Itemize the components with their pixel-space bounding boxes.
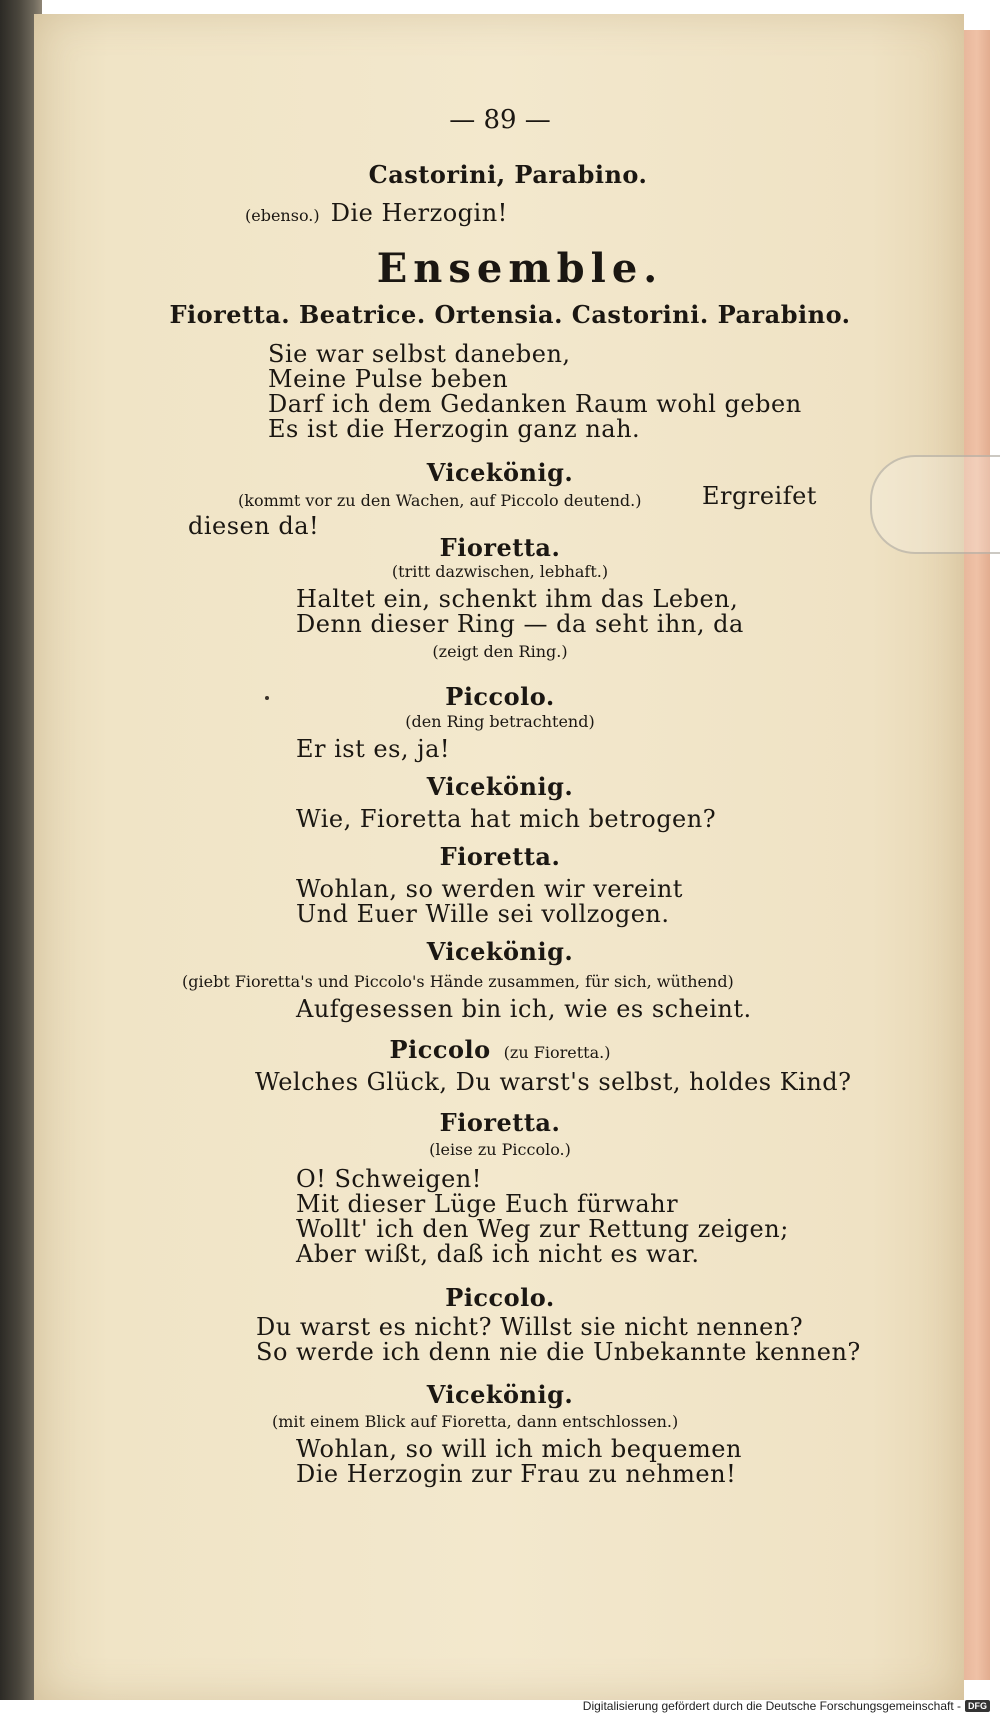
verse-line: Wollt' ich den Weg zur Rettung zeigen; [296, 1215, 789, 1243]
speaker-heading: Castorini, Parabino. [368, 160, 648, 189]
speaker-heading: Fioretta. Beatrice. Ortensia. Castorini. Parabino. [169, 300, 851, 329]
verse-line: Sie war selbst daneben, [268, 340, 571, 368]
stage-direction: (giebt Fioretta's und Piccolo's Hände zusammen, für sich, wüthend) [182, 972, 734, 991]
verse-line: Er ist es, ja! [296, 735, 451, 763]
verse-line: Und Euer Wille sei vollzogen. [296, 900, 670, 928]
verse-line: So werde ich denn nie die Unbekannte kennen? [256, 1338, 861, 1366]
speaker-heading: Vicekönig. [426, 937, 574, 966]
verse-line: Darf ich dem Gedanken Raum wohl geben [268, 390, 802, 418]
verse-line: Mit dieser Lüge Euch fürwahr [296, 1190, 679, 1218]
dfg-logo-icon: DFG [965, 1700, 990, 1712]
verse-line: Welches Glück, Du warst's selbst, holdes Kind? [255, 1068, 852, 1096]
verse-line: Haltet ein, schenkt ihm das Leben, [296, 585, 739, 613]
speaker-heading: Fioretta. [439, 1108, 561, 1137]
verse-line: Wie, Fioretta hat mich betrogen? [296, 805, 717, 833]
stage-direction: (zu Fioretta.) [503, 1043, 611, 1062]
stage-direction: (mit einem Blick auf Fioretta, dann entschlossen.) [272, 1412, 679, 1431]
footer-text: Digitalisierung gefördert durch die Deutsche Forschungsgemeinschaft - [582, 1699, 961, 1713]
digitization-footer [583, 1699, 990, 1713]
verse-line: diesen da! [188, 512, 320, 540]
section-title: Ensemble. [376, 245, 664, 292]
verse-line: Es ist die Herzogin ganz nah. [268, 415, 641, 443]
speaker-heading: Vicekönig. [426, 1380, 574, 1409]
verse-line: Meine Pulse beben [268, 365, 509, 393]
speaker-heading: Piccolo. [445, 1283, 555, 1312]
ink-speck [265, 696, 269, 700]
stage-direction: (ebenso.) [245, 206, 320, 225]
verse-line: Aufgesessen bin ich, wie es scheint. [296, 995, 752, 1023]
verse-line: Ergreifet [702, 482, 817, 510]
verse-line: Wohlan, so will ich mich bequemen [296, 1435, 742, 1463]
stage-direction-line [245, 199, 508, 227]
verse-line: Du warst es nicht? Willst sie nicht nennen? [256, 1313, 804, 1341]
page-number: — 89 — [449, 105, 551, 135]
speaker-heading: Fioretta. [439, 533, 561, 562]
stage-direction: (zeigt den Ring.) [432, 642, 568, 661]
verse-line: Wohlan, so werden wir vereint [296, 875, 683, 903]
verse-line: O! Schweigen! [296, 1165, 482, 1193]
stage-direction: (den Ring betrachtend) [405, 712, 595, 731]
verse-line: Die Herzogin! [330, 199, 508, 227]
speaker-heading: Vicekönig. [426, 772, 574, 801]
speaker-heading: Fioretta. [439, 842, 561, 871]
speaker-heading: Piccolo [389, 1035, 491, 1064]
speaker-heading: Vicekönig. [426, 458, 574, 487]
speaker-heading: Piccolo. [445, 682, 555, 711]
verse-line: Die Herzogin zur Frau zu nehmen! [296, 1460, 737, 1488]
verse-line: Denn dieser Ring — da seht ihn, da [296, 610, 744, 638]
speaker-line [0, 1035, 1000, 1064]
verse-line: Aber wißt, daß ich nicht es war. [296, 1240, 700, 1268]
stage-direction: (tritt dazwischen, lebhaft.) [391, 562, 609, 581]
stage-direction: (leise zu Piccolo.) [429, 1140, 571, 1159]
stage-direction: (kommt vor zu den Wachen, auf Piccolo deutend.) [238, 491, 642, 510]
